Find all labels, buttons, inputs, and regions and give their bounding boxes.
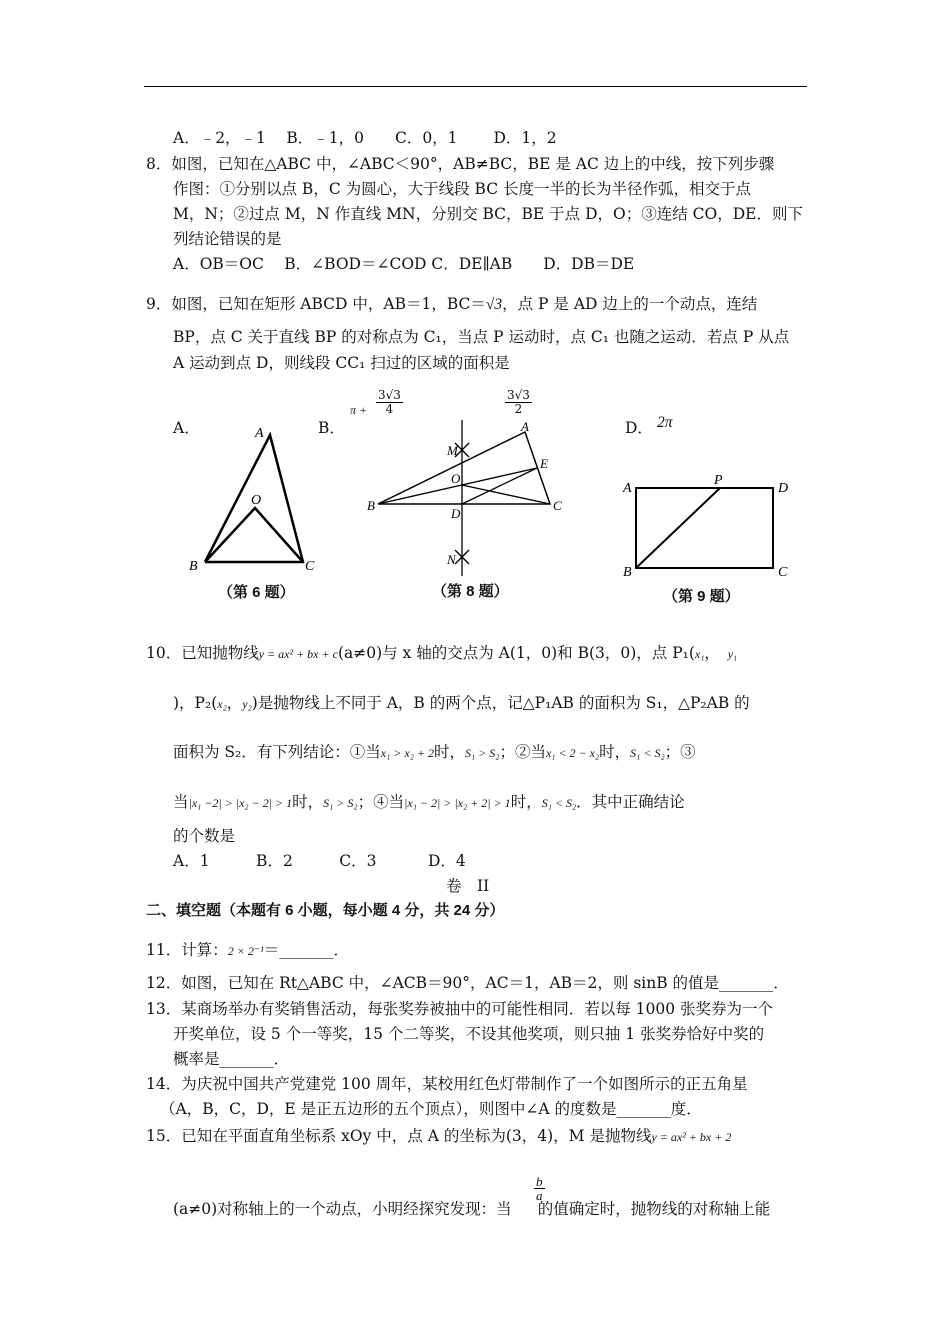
q7-options: A．﹣2，﹣1 B．﹣1，0 C．0，1 D．1，2 (173, 129, 557, 147)
svg-text:B: B (623, 565, 632, 580)
q10-line3: 面积为 S₂．有下列结论：①当x₁ > x₂ + 2时，S₁ > S₂；②当x₁ < 2 − x₂时，S₁ < S₂；③ (173, 743, 696, 761)
q10-line2: )，P₂(x₂，y₂)是抛物线上不同于 A，B 的两个点，记△P₁AB 的面积为 S₁，△P₂AB 的 (173, 694, 750, 712)
q8-line2: 作图：①分别以点 B，C 为圆心，大于线段 BC 长度一半的长为半径作弧，相交于点 (173, 180, 751, 198)
header-rule (144, 86, 807, 87)
q13-line1: 13．某商场举办有奖销售活动，每张奖券被抽中的可能性相同．若以每 1000 张奖券为一个 (146, 1000, 774, 1018)
svg-text:A: A (521, 419, 529, 434)
q10-line5: 的个数是 (173, 827, 236, 845)
q9-line3: A 运动到点 D，则线段 CC₁ 扫过的区域的面积是 (173, 354, 510, 372)
figure-8-construction (365, 418, 575, 578)
q9-line1: 9．如图，已知在矩形 ABCD 中，AB＝1，BC＝√3，点 P 是 AD 边上的一个动点，连结 (146, 295, 758, 313)
q15-line2: (a≠0)对称轴上的一个动点，小明经探究发现：当 的值确定时，抛物线的对称轴上能 (173, 1200, 771, 1218)
figure-8-caption: （第 8 题） (432, 583, 509, 600)
q11: 11．计算：2 × 2⁻¹＝_______． (146, 941, 350, 959)
parabola-y-ax2-bx-c: y = ax² + bx + c (258, 647, 338, 661)
q9-line2: BP，点 C 关于直线 BP 的对称点为 C₁，当点 P 运动时，点 C₁ 也随之运动．若点 P 从点 (173, 328, 790, 346)
figure-9-caption: （第 9 题） (663, 588, 740, 605)
figure-6-triangle (185, 420, 325, 580)
q10-line4: 当|x₁ −2| > |x₂ − 2| > 1时，S₁ > S₂；④当|x₁ − 2| > |x₂ + 2| > 1时，S₁ < S₂．其中正确结论 (173, 793, 685, 811)
svg-text:C: C (778, 565, 788, 580)
q9-option-b: B． (318, 419, 345, 437)
q8-line4: 列结论错误的是 (173, 230, 282, 248)
svg-text:C: C (553, 498, 562, 513)
section-heading: 二、填空题（本题有 6 小题，每小题 4 分，共 24 分） (146, 902, 505, 919)
q8-line1: 8．如图，已知在△ABC 中，∠ABC＜90°，AB≠BC，BE 是 AC 边上的中线，按下列步骤 (146, 155, 775, 173)
q13-line2: 开奖单位，设 5 个一等奖，15 个二等奖，不设其他奖项，则只抽 1 张奖券恰好中奖的 (173, 1025, 765, 1043)
svg-text:N: N (447, 552, 456, 567)
q12: 12．如图，已知在 Rt△ABC 中，∠ACB＝90°，AC＝1，AB＝2，则 sinB 的值是_______． (146, 974, 789, 992)
figure-6-caption: （第 6 题） (218, 584, 295, 601)
svg-text:D: D (451, 506, 461, 521)
q9-option-a: A． (173, 419, 200, 437)
q9-option-b-expr: π + (350, 403, 368, 417)
svg-text:P: P (714, 473, 723, 488)
figure-9-rectangle (620, 470, 800, 580)
q15-fraction-b-over-a: $\frac{b}{a}$ (536, 1174, 543, 1203)
q15-parabola: y = ax² + bx + 2 (651, 1130, 732, 1144)
q8-line3: M，N；②过点 M，N 作直线 MN，分别交 BC，BE 于点 D，O；③连结 CO，DE．则下 (173, 205, 803, 223)
svg-text:E: E (540, 456, 548, 471)
svg-text:M: M (447, 443, 458, 458)
q13-line3: 概率是_______． (173, 1050, 290, 1068)
q14-line1: 14．为庆祝中国共产党建党 100 周年，某校用红色灯带制作了一个如图所示的正五角星 (146, 1075, 748, 1093)
svg-text:A: A (255, 426, 264, 441)
svg-text:B: B (189, 559, 198, 574)
q15-line1: 15．已知在平面直角坐标系 xOy 中，点 A 的坐标为(3，4)，M 是抛物线y = ax² + bx + 2 (146, 1127, 732, 1145)
svg-text:O: O (451, 471, 461, 486)
sqrt3: √3 (485, 296, 503, 313)
svg-text:O: O (251, 493, 262, 508)
q10-options: A．1 B．2 C．3 D．4 (173, 852, 466, 870)
q8-options: A．OB＝OC B．∠BOD＝∠COD C．DE∥AB D．DB＝DE (173, 255, 635, 273)
q9-option-b-fraction: $\frac{3√3}{4}$ (378, 388, 401, 416)
svg-text:B: B (367, 498, 375, 513)
volume-ii-title: 卷 II (446, 877, 490, 895)
svg-text:C: C (305, 559, 315, 574)
q9-option-d-expr: 2π (657, 414, 673, 431)
q10-line1: 10．已知抛物线y = ax² + bx + c(a≠0)与 x 轴的交点为 A(1，0)和 B(3，0)，点 P₁(x₁， y₁ (146, 644, 738, 662)
q11-expr: 2 × 2⁻¹ (227, 944, 264, 958)
q9-option-d: D． (625, 419, 653, 437)
svg-text:A: A (623, 481, 632, 496)
svg-text:D: D (778, 481, 789, 496)
q9-option-c-fraction: $\frac{3√3}{2}$ (507, 388, 530, 416)
q14-line2: （A，B，C，D，E 是正五边形的五个顶点），则图中∠A 的度数是_______度． (160, 1100, 702, 1118)
